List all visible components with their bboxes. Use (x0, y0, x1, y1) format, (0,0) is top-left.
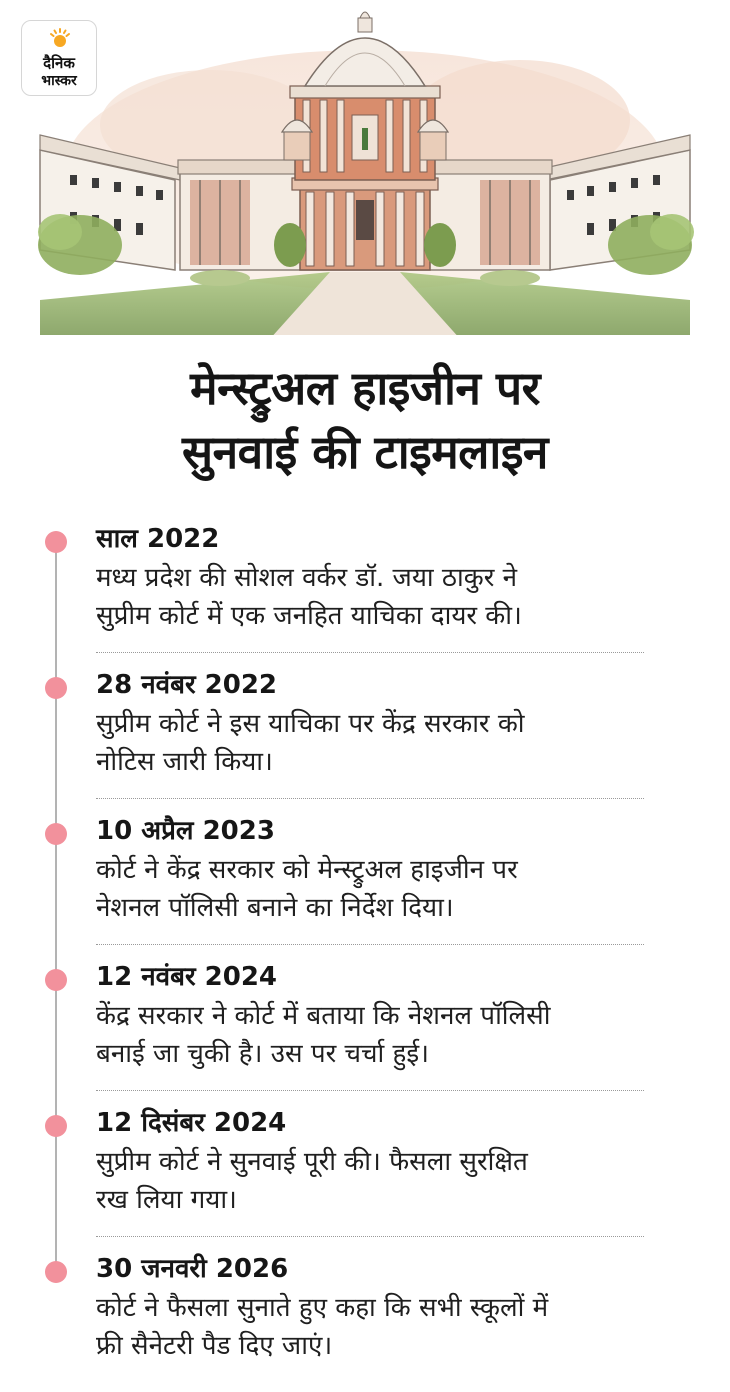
timeline-axis (55, 544, 57, 1264)
description-line: मध्य प्रदेश की सोशल वर्कर डॉ. जया ठाकुर ने (96, 563, 518, 593)
description-line: फ्री सैनेटरी पैड दिए जाएं। (96, 1331, 333, 1361)
description-line: केंद्र सरकार ने कोर्ट में बताया कि नेशनल पॉलिसी (96, 1001, 551, 1031)
timeline-date: 12 नवंबर 2024 (96, 962, 278, 992)
timeline-description (96, 559, 656, 635)
timeline-description (96, 997, 656, 1073)
dotted-separator (96, 798, 644, 799)
dainik-bhaskar-logo[interactable] (21, 20, 97, 96)
dotted-separator (96, 652, 644, 653)
timeline-date: 12 दिसंबर 2024 (96, 1108, 287, 1138)
dotted-separator (96, 944, 644, 945)
timeline-date: 28 नवंबर 2022 (96, 670, 278, 700)
description-line: कोर्ट ने केंद्र सरकार को मेन्स्ट्रुअल हाइजीन पर (96, 855, 518, 885)
title-line-2: सुनवाई की टाइमलाइन (182, 425, 548, 479)
description-line: रख लिया गया। (96, 1185, 237, 1215)
description-line: नेशनल पॉलिसी बनाने का निर्देश दिया। (96, 893, 454, 923)
timeline-date: 10 अप्रैल 2023 (96, 816, 275, 846)
logo-text-dainik: दैनिक (43, 54, 75, 72)
page-title (0, 356, 730, 484)
court-illustration (0, 0, 730, 350)
description-line: सुप्रीम कोर्ट में एक जनहित याचिका दायर की। (96, 601, 522, 631)
timeline-description (96, 851, 656, 927)
description-line: नोटिस जारी किया। (96, 747, 273, 777)
timeline-date: 30 जनवरी 2026 (96, 1254, 289, 1284)
timeline-dot (45, 1115, 67, 1137)
timeline-dot (45, 1261, 67, 1283)
timeline-description (96, 1289, 656, 1365)
dotted-separator (96, 1090, 644, 1091)
description-line: सुप्रीम कोर्ट ने इस याचिका पर केंद्र सरकार को (96, 709, 525, 739)
dotted-separator (96, 1236, 644, 1237)
description-line: कोर्ट ने फैसला सुनाते हुए कहा कि सभी स्कूलों में (96, 1293, 549, 1323)
logo-text-bhaskar: भास्कर (41, 73, 77, 89)
sun-icon (48, 27, 72, 51)
title-line-1: मेन्स्ट्रुअल हाइजीन पर (190, 361, 540, 415)
description-line: बनाई जा चुकी है। उस पर चर्चा हुई। (96, 1039, 429, 1069)
timeline-description (96, 705, 656, 781)
timeline-dot (45, 531, 67, 553)
timeline-description (96, 1143, 656, 1219)
timeline-dot (45, 823, 67, 845)
description-line: सुप्रीम कोर्ट ने सुनवाई पूरी की। फैसला सुरक्षित (96, 1147, 528, 1177)
timeline-dot (45, 969, 67, 991)
timeline-dot (45, 677, 67, 699)
timeline-date: साल 2022 (96, 524, 220, 554)
